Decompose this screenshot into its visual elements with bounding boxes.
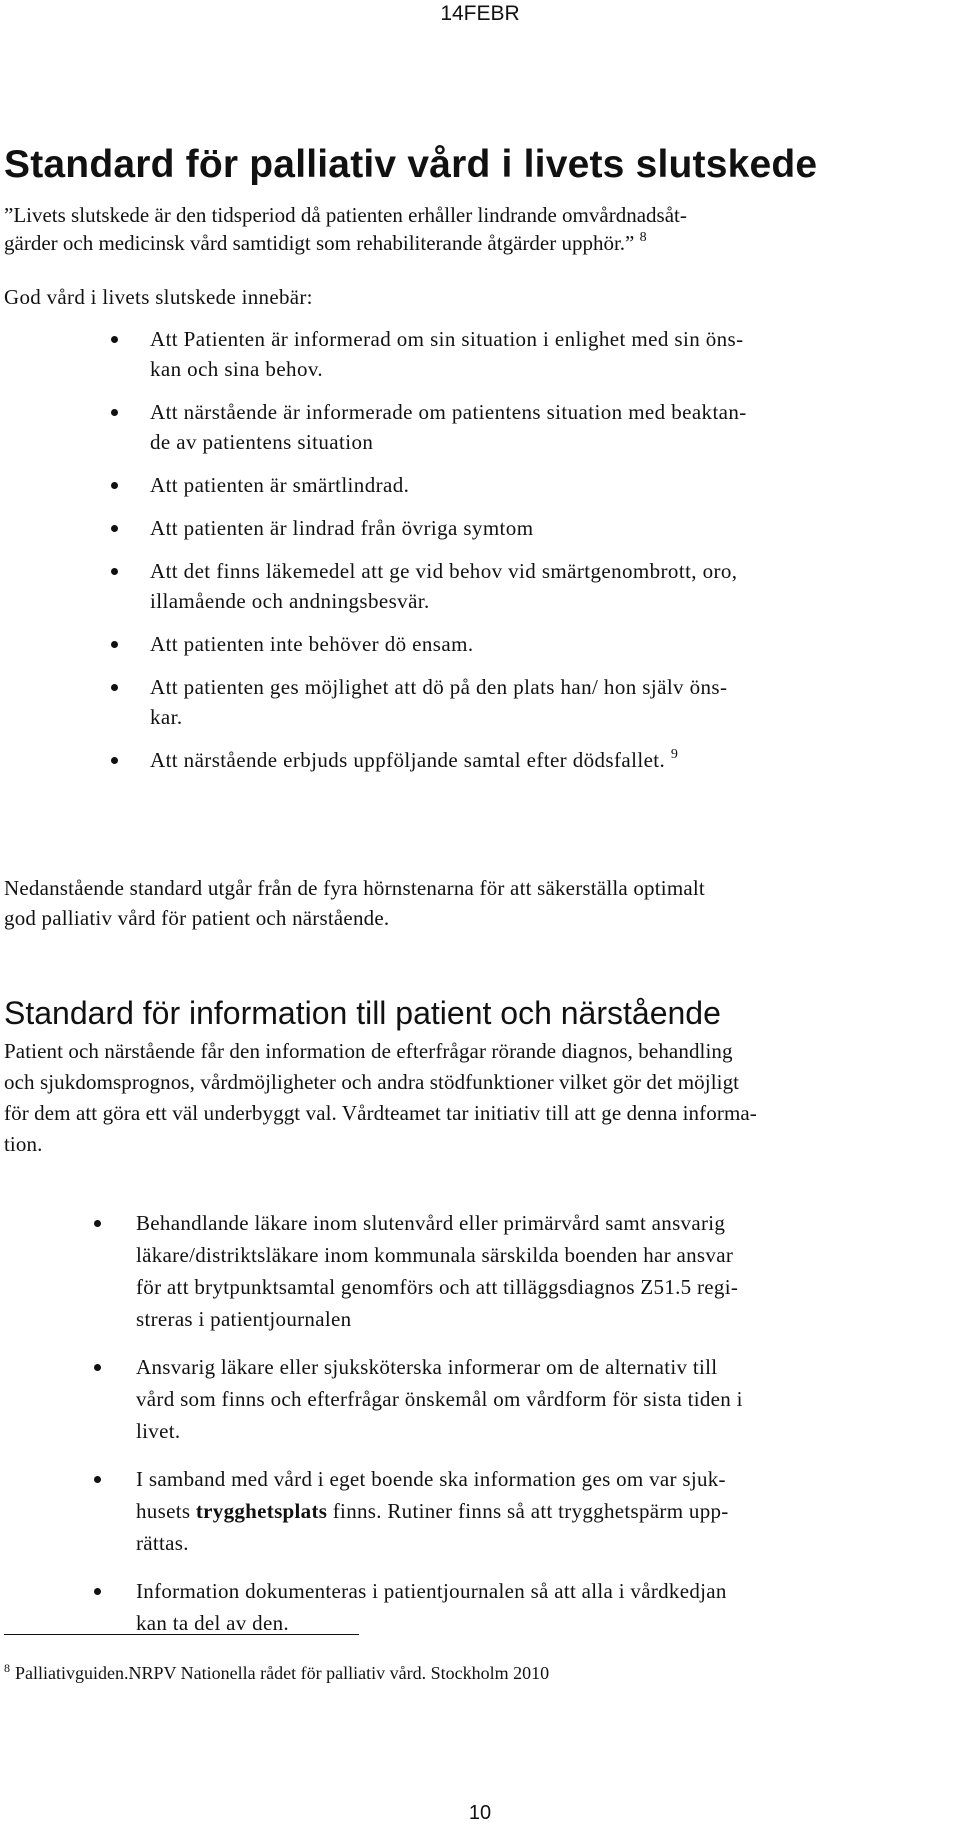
list-item-line: vård som finns och efterfrågar önskemål om vårdform för sista tiden i: [136, 1387, 743, 1411]
list-item-line: rättas.: [136, 1531, 189, 1555]
page-title: Standard för palliativ vård i livets slutskede: [4, 143, 818, 186]
bullet-icon: [94, 1588, 101, 1595]
paragraph-line: och sjukdomsprognos, vårdmöjligheter och andra stödfunktioner vilket gör det möjligt: [4, 1070, 740, 1094]
footnote-ref-8[interactable]: 8: [639, 230, 647, 245]
list-item-line: streras i patientjournalen: [136, 1307, 352, 1331]
list-item: [0, 1463, 896, 1559]
paragraph-line: Nedanstående standard utgår från de fyra hörnstenarna för att säkerställa optimalt: [4, 876, 705, 900]
list-item: [0, 672, 880, 732]
list-item: [0, 1575, 896, 1639]
bullet-icon: [111, 409, 118, 416]
list-item-line: Att patienten är smärtlindrad.: [150, 473, 410, 497]
bullet-icon: [94, 1220, 101, 1227]
intro-quote: [4, 201, 904, 257]
list-item-line: Att närstående erbjuds uppföljande samtal efter dödsfallet.: [150, 748, 666, 772]
intro-line-1: ”Livets slutskede är den tidsperiod då patienten erhåller lindrande omvårdnadsåt-: [4, 203, 687, 227]
footnote: [4, 1660, 549, 1686]
list-item-line: för att brytpunktsamtal genomförs och att tilläggsdiagnos Z51.5 regi-: [136, 1275, 739, 1299]
list-item-line: läkare/distriktsläkare inom kommunala särskilda boenden har ansvar: [136, 1243, 734, 1267]
list-item: [0, 745, 880, 775]
list-item: [0, 1351, 896, 1447]
section-heading: Standard för information till patient och närstående: [4, 995, 721, 1031]
footnote-number: 8: [4, 1661, 10, 1675]
intro-line-2: gärder och medicinsk vård samtidigt som rehabiliterande åtgärder upphör.”: [4, 231, 635, 255]
bullet-icon: [111, 641, 118, 648]
paragraph-line: för dem att göra ett väl underbyggt val. Vårdteamet tar initiativ till att ge denna informa-: [4, 1101, 757, 1125]
list-item-line: Att patienten är lindrad från övriga symtom: [150, 516, 534, 540]
bullet-icon: [111, 568, 118, 575]
list-item-line: husets: [136, 1499, 196, 1523]
bullet-icon: [111, 684, 118, 691]
bullet-icon: [111, 482, 118, 489]
list-item: [0, 324, 880, 384]
list-item-line: kan ta del av den.: [136, 1611, 289, 1635]
emphasis-text: trygghetsplats: [195, 1499, 328, 1523]
bullet-icon: [94, 1476, 101, 1483]
cornerstones-paragraph: [4, 873, 924, 933]
footnote-divider: [4, 1634, 359, 1635]
lead-text: God vård i livets slutskede innebär:: [4, 285, 313, 309]
list-item: [0, 629, 880, 659]
list-item-line: de av patientens situation: [150, 430, 374, 454]
list-item-line: Behandlande läkare inom slutenvård eller primärvård samt ansvarig: [136, 1211, 726, 1235]
list-item: [0, 470, 880, 500]
list-item-line: illamående och andningsbesvär.: [150, 589, 430, 613]
bullet-icon: [111, 336, 118, 343]
bullet-icon: [94, 1364, 101, 1371]
list-item-line: kan och sina behov.: [150, 357, 324, 381]
paragraph-line: tion.: [4, 1132, 43, 1156]
list-item-line: Att närstående är informerade om patientens situation med beaktan-: [150, 400, 747, 424]
page-number: 10: [468, 1802, 492, 1824]
information-paragraph: [4, 1036, 944, 1160]
list-item-line: livet.: [136, 1419, 181, 1443]
list-item-line: Ansvarig läkare eller sjuksköterska informerar om de alternativ till: [136, 1355, 718, 1379]
list-item-line: Att Patienten är informerad om sin situation i enlighet med sin öns-: [150, 327, 744, 351]
list-item: [0, 556, 880, 616]
bullet-icon: [111, 525, 118, 532]
list-item-line: Att det finns läkemedel att ge vid behov vid smärtgenombrott, oro,: [150, 559, 738, 583]
information-list: [0, 1207, 896, 1655]
list-item-line: I samband med vård i eget boende ska information ges om var sjuk-: [136, 1467, 726, 1491]
list-item-line: kar.: [150, 705, 183, 729]
list-item-line: finns. Rutiner finns så att trygghetspärm upp-: [327, 1499, 729, 1523]
list-item-line: Att patienten ges möjlighet att dö på den plats han/ hon själv öns-: [150, 675, 728, 699]
list-item-line: Att patienten inte behöver dö ensam.: [150, 632, 474, 656]
list-item: [0, 1207, 896, 1335]
bullet-icon: [111, 757, 118, 764]
footnote-text: Palliativguiden.NRPV Nationella rådet för palliativ vård. Stockholm 2010: [15, 1663, 550, 1683]
page-header: 14FEBR: [440, 2, 520, 25]
paragraph-line: Patient och närstående får den information de efterfrågar rörande diagnos, behandling: [4, 1039, 733, 1063]
paragraph-line: god palliativ vård för patient och närstående.: [4, 906, 390, 930]
list-item-line: Information dokumenteras i patientjournalen så att alla i vårdkedjan: [136, 1579, 727, 1603]
list-item: [0, 513, 880, 543]
footnote-ref-9[interactable]: 9: [670, 747, 679, 762]
list-item: [0, 397, 880, 457]
good-care-list: [0, 324, 880, 788]
